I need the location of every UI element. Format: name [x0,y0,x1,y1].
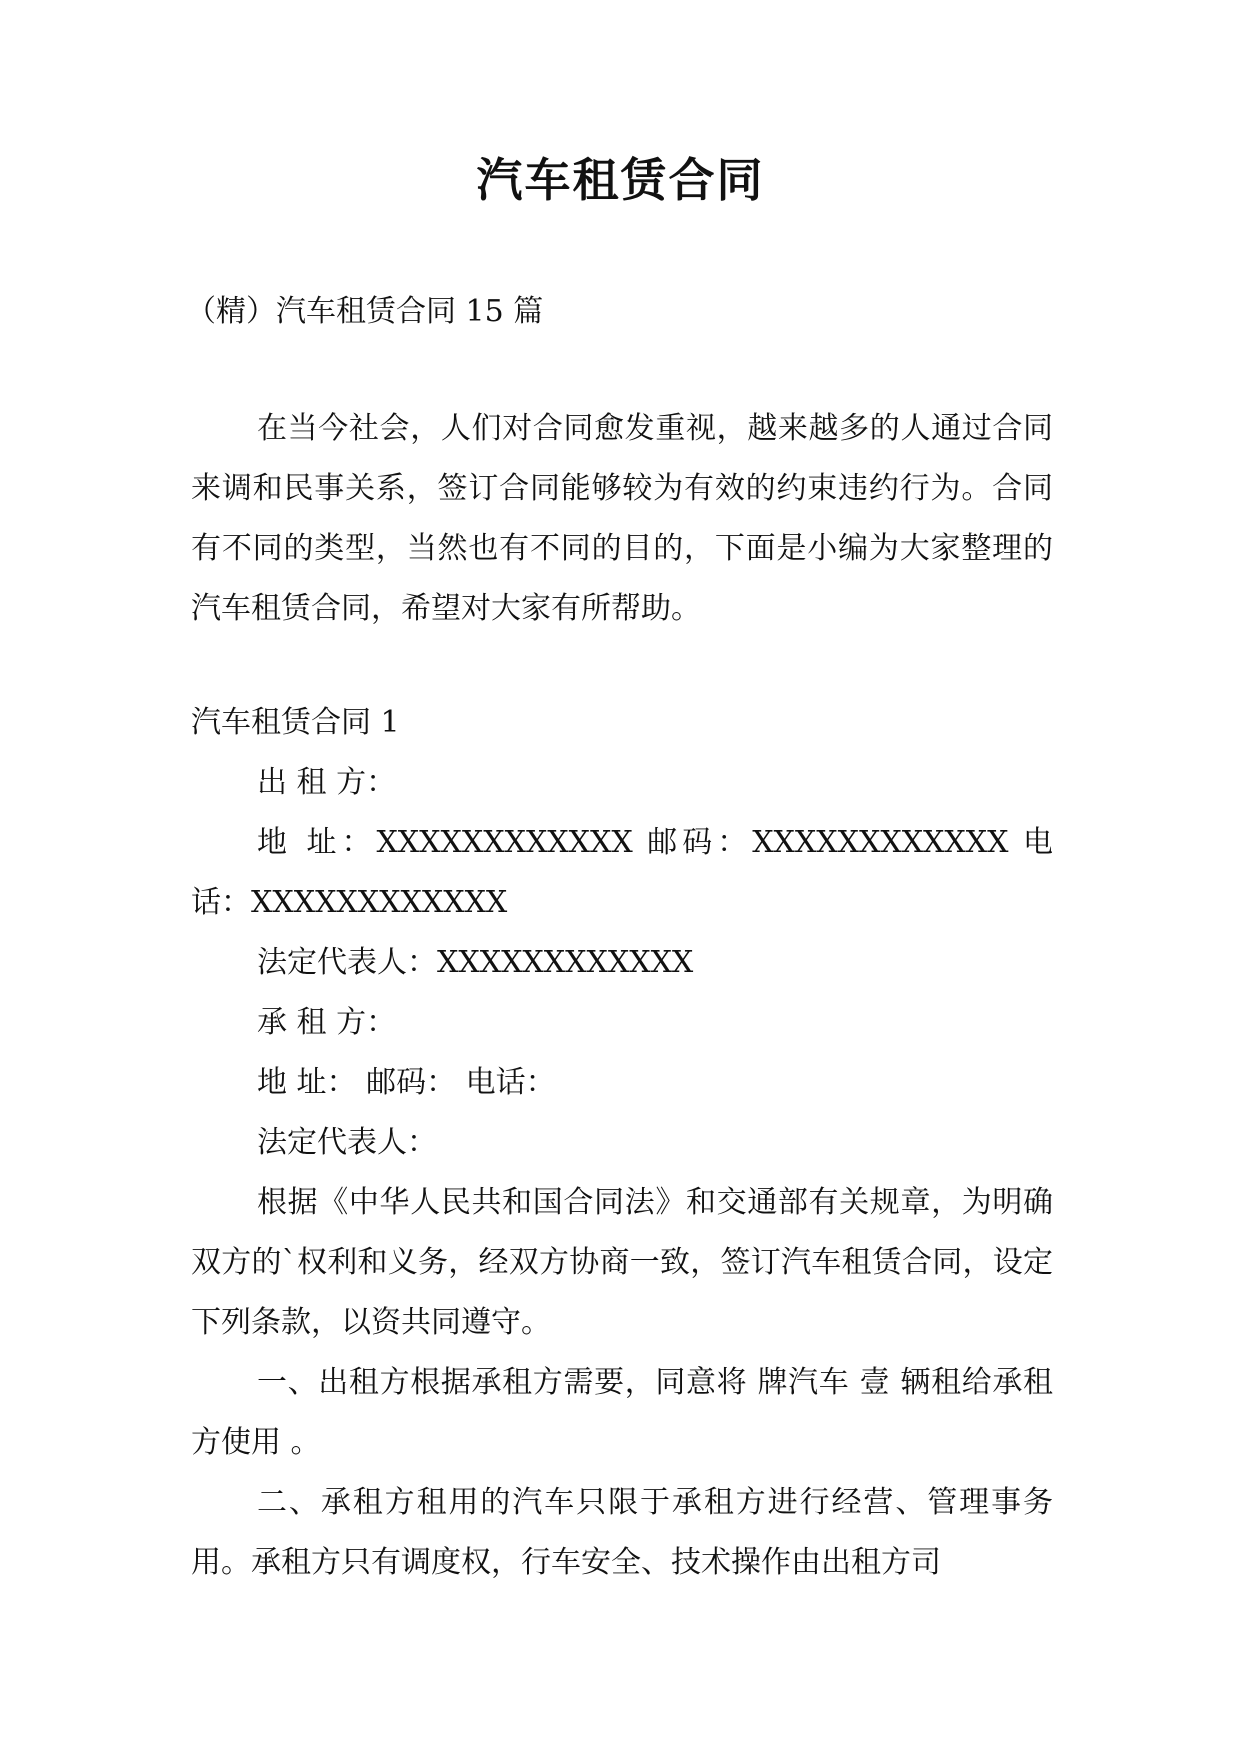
preamble-paragraph: 根据《中华人民共和国合同法》和交通部有关规章，为明确双方的`权利和义务，经双方协商一致，签订汽车租赁合同，设定下列条款，以资共同遵守。 [191,1185,1053,1340]
contract-section-1 [191,693,1053,1593]
lessor-representative: 法定代表人：XXXXXXXXXXXX [257,945,694,980]
lessee-label: 承 租 方： [257,1005,397,1040]
lessor-contact: 地 址：XXXXXXXXXXXX 邮码：XXXXXXXXXXXX 电话：XXXXXXXXXXXX [191,825,1053,920]
document-subtitle: （精）汽车租赁合同 15 篇 [186,294,544,329]
clause-1: 一、出租方根据承租方需要，同意将 牌汽车 壹 辆租给承租方使用 。 [191,1365,1053,1460]
lessee-contact: 地 址： 邮码： 电话： [257,1065,556,1100]
section-heading: 汽车租赁合同 1 [191,705,400,740]
intro-paragraph: 在当今社会，人们对合同愈发重视，越来越多的人通过合同来调和民事关系，签订合同能够较为有效的约束违约行为。合同有不同的类型，当然也有不同的目的，下面是小编为大家整理的汽车租赁合同，希望对大家有所帮助。 [191,411,1053,626]
lessee-representative: 法定代表人： [257,1125,437,1160]
lessor-label: 出 租 方： [257,765,397,800]
clause-2: 二、承租方租用的汽车只限于承租方进行经营、管理事务用。承租方只有调度权，行车安全、技术操作由出租方司 [191,1485,1053,1580]
document-title: 汽车租赁合同 [476,153,765,207]
